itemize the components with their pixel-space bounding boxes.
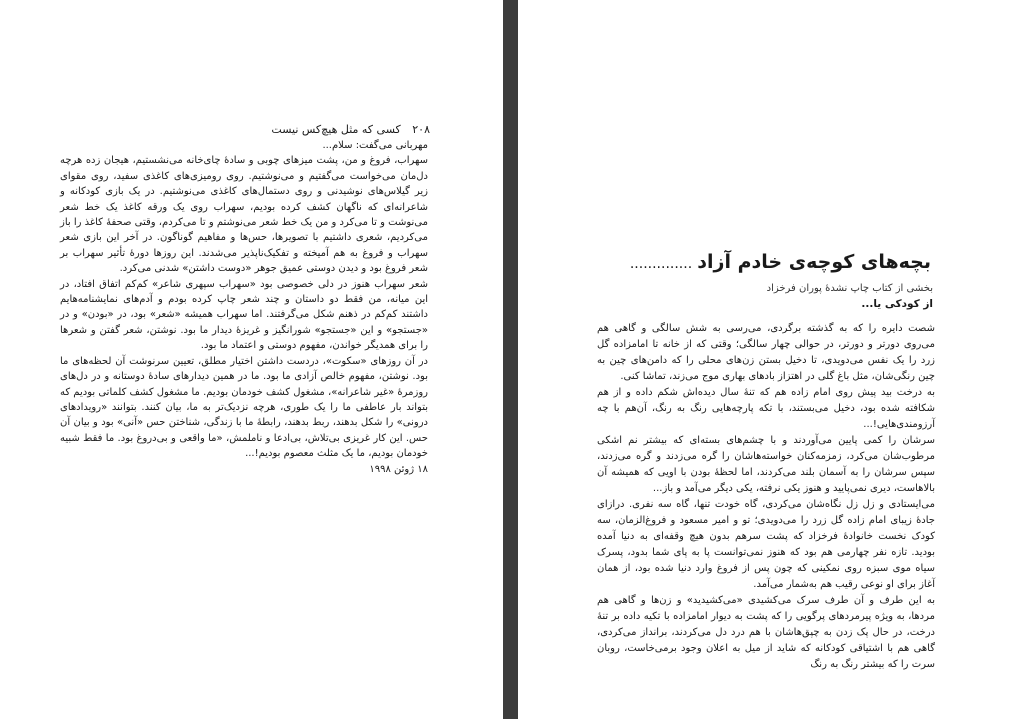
book-gutter (503, 0, 518, 719)
paragraph: در آن روزهای «سکوت»، دردست داشتن اختیار مطلق، تعیین سرنوشت آن لحظه‌های ما بود. نوشتن، مفهوم خالص آزادی ما بود. ما در همین دیدارهای سادهٔ دوستانه و در دل‌های روزمرهٔ «غیر شاعرانه»، مشغول کشف خودمان بودیم. ما مشغول کشف کلماتی بودیم که بتواند بار عاطفی ما را یک طوری، هرچه نزدیک‌تر به ما، بیان کنند. بتوانند «رویدادهای درونی» را شکل بدهند، ربط بدهند، رابطهٔ ما با زندگی، شناختن حس «آنی» بود و بیان آن حس. این کار غریزی بی‌تلاش، بی‌ادعا و ناملمش، «ما واقعی و بی‌دروغ بود. ما فقط شبیه خودمان بودیم، ما یک مثلث معصوم بودیم!... (60, 355, 428, 460)
paragraph: به این طرف و آن طرف سرک می‌کشیدی «می‌کشیدید» و زن‌ها و گاهی هم مردها، به ویژه پیرمردهای پرگویی را که پشت به دیوار امامزاده با تکیه داده بر تنهٔ درخت، در حال پک زدن به چپق‌هاشان با هم درد دل می‌کردند، برانداز می‌کردی، گاهی هم با اشتیاقی کودکانه که شاید از میل به اعلان وجود برمی‌خاست، روبان سرت را که بیشتر رنگ به رنگ (597, 595, 935, 670)
section-heading: از کودکی یا... (861, 298, 933, 310)
paragraph: سهراب، فروغ و من، پشت میزهای چوبی و سادهٔ چای‌خانه می‌نشستیم، هیجان زده هرچه دل‌مان می‌خواست می‌گفتیم و می‌نوشتیم. روی رومیزی‌های کاغذی سفید، روی مقوای زیر گیلاس‌های نوشیدنی و روی دستمال‌های کاغذی می‌نوشتیم. در یک بازی کودکانه و شاعرانه‌ای که ناگهان کشف کرده بودیم، سهراب روی یک ورقه کاغذ یک خط شعر می‌نوشت و تا می‌کرد و من یک خط شعر می‌نوشتم و تا می‌کردم، وقتی صحفهٔ کاغذ را باز می‌کردیم، شعری داشتیم با تصویرها، حس‌ها و مفاهیم گوناگون. در آخر این بازی شعر سهراب و فروغ به هم آمیخته و تفکیک‌ناپذیر می‌شدند. این روزها دورهٔ تأثیر سهراب بر شعر فروغ بود و دیدن دوستی عمیق جوهر «دوست داشتن» شدنی می‌کرد. (60, 155, 428, 275)
page-number: ۲۰۸ (412, 123, 430, 136)
paragraph: شصت دایره را که به گذشته برگردی، می‌رسی به شش سالگی و گاهی هم می‌روی دورتر و دورتر، در حوالی چهار سالگی؛ وقتی که از خانه تا امامزاده گل زرد را یک نفس می‌دویدی، تا دخیل بستن زن‌های محلی را که دامن‌های چین به چین رنگی‌شان، مثل باغ گلی در اهتزاز بادهای بهاری موج می‌زند، تماشا کنی. (597, 323, 935, 382)
paragraph: مهربانی می‌گفت: سلام... (322, 140, 428, 151)
paragraph: شعر سهراب هنوز در دلی خصوصی بود «سهراب سپهری شاعر» کم‌کم اتفاق افتاد، در این میانه، من فقط دو داستان و چند شعر چاپ کرده بودم و آدم‌های نمایشنامه‌هایم داشتند کم‌کم در ذهنم شکل می‌گرفتند. اما سهراب همیشه «شعر» بود، در «بودن» و در «جستجو» و این «جستجو» شورانگیز و غریزهٔ دیدار ما بود. نوشتن، شعر گفتن و شعرها را برای همدیگر خواندن، مفهوم دوستی و اعتماد ما بود. (60, 278, 428, 352)
chapter-title-row (603, 249, 931, 275)
paragraph: به درخت بید پیش روی امام زاده هم که تنهٔ سال دیده‌اش شکم داده و از هم شکافته شده بود، دخیل می‌بستند، با تکه پارچه‌هایی رنگ به رنگ، آن‌هم با چه آرزومندی‌هایی!... (597, 387, 935, 430)
left-page (0, 0, 503, 719)
running-header (60, 123, 430, 136)
chapter-title: بچه‌های کوچه‌ی خادم آزاد (697, 251, 931, 273)
right-body-text (597, 321, 935, 673)
paragraph: می‌ایستادی و زل زل نگاه‌شان می‌کردی، گاه خودت تنها، گاه سه نفری. درازای جادهٔ زیبای امام زاده گل زرد را می‌دویدی؛ تو و امیر مسعود و فروغ‌الزمان، سه کودک نخست خانوادهٔ فرخزاد که پشت سرهم بدون هیچ وقفه‌ای به دنیا آمده بودید. تازه نفر چهارمی هم بود که هنوز نمی‌توانست پا به پای شما بدود، پسرک سیاه موی سبزه روی نمکینی که چون پس از فروغ وارد دنیا شده بود، از همان آغاز برای او نوعی رقیب هم به‌شمار می‌آمد. (597, 499, 935, 590)
date-line: ۱۸ ژوئن ۱۹۹۸ (369, 463, 428, 475)
running-head-title: کسی که مثل هیچ‌کس نیست (271, 123, 401, 136)
left-body-text (60, 138, 428, 477)
chapter-subtitle: بخشی از کتاب چاپ نشدهٔ پوران فرخزاد (766, 283, 933, 294)
paragraph: سرشان را کمی پایین می‌آوردند و با چشم‌های بسته‌ای که بیشتر نم اشکی مرطوب‌شان می‌کرد، زمزمه‌کنان خواسته‌هاشان را گره می‌زدند و گره می‌زدند، سپس سرشان را به آسمان بلند می‌کردند، اما لحظهٔ بودن با اویی که همیشه آن بالاهاست، دیری نمی‌پایید و هنوز یکی نرفته، یکی دیگر می‌آمد و باز... (597, 435, 935, 494)
title-dots: .............. (629, 256, 693, 272)
